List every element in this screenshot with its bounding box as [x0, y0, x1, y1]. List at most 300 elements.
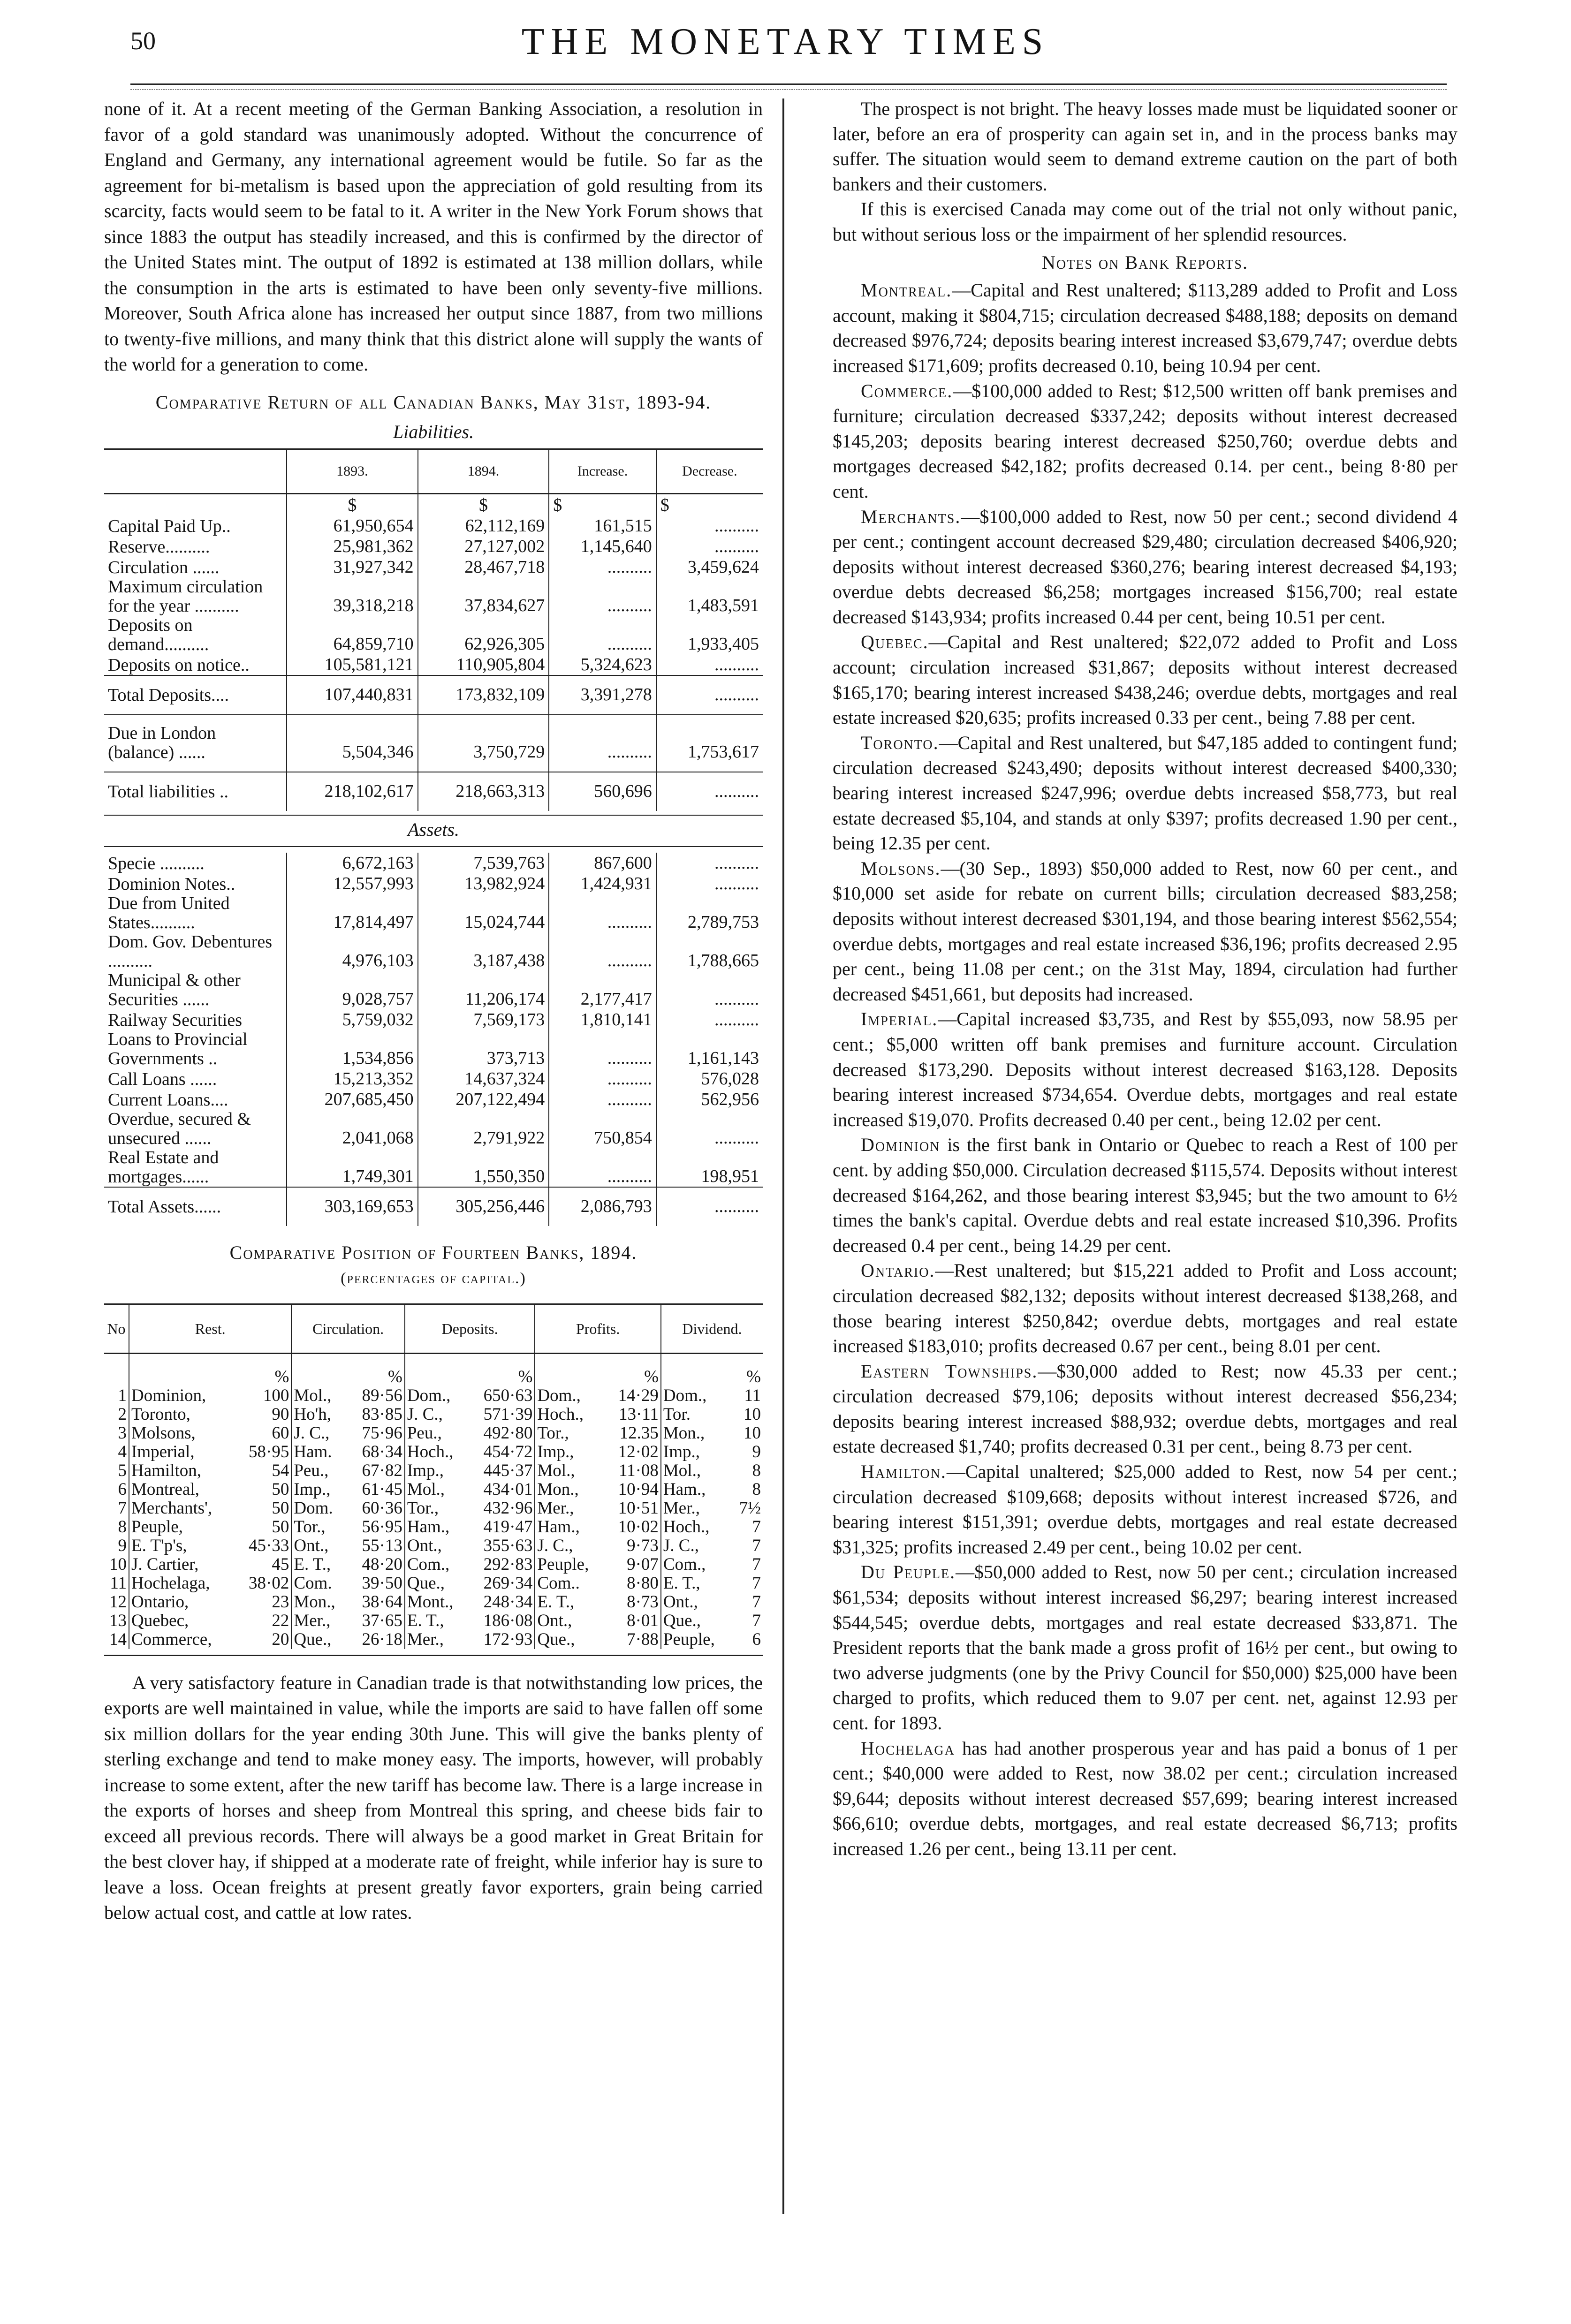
cell-prof: Que., — [535, 1630, 605, 1649]
cell-rest_v: 45 — [272, 1554, 289, 1574]
cell-label: Reserve.......... — [108, 537, 210, 557]
cell-circ: E. T., — [291, 1555, 349, 1574]
cell-rest_v: 50 — [272, 1498, 289, 1518]
cell-no: 1 — [118, 1385, 127, 1405]
cell-dec: .......... — [656, 515, 763, 536]
cell-no: 10 — [109, 1554, 127, 1574]
cell-rest: Toronto, — [129, 1405, 235, 1424]
bank-note — [833, 1359, 1457, 1459]
cell-dep: Mol., — [405, 1480, 468, 1499]
cell-dep_v: 434·01 — [483, 1479, 533, 1499]
cell-div: Que., — [661, 1612, 731, 1630]
cell-v1893: 107,440,831 — [287, 675, 418, 715]
table-row — [104, 1443, 763, 1461]
cell-v1893: 25,981,362 — [287, 536, 418, 557]
cell-label: Due from United States.......... — [108, 893, 230, 932]
cell-prof_v: 11·08 — [618, 1461, 659, 1480]
table-row — [104, 1537, 763, 1555]
table-row — [104, 1630, 763, 1649]
table-row — [104, 1480, 763, 1499]
table-row — [104, 873, 763, 894]
cell-circ: Ho'h, — [291, 1405, 349, 1424]
cell-inc: .......... — [549, 616, 656, 654]
cell-v1894: 2,791,922 — [418, 1110, 549, 1148]
cell-dep_v: 571·39 — [483, 1404, 533, 1424]
canada-paragraph: If this is exercised Canada may come out of the trial not only without panic, but without serious loss or the impairment of her splendid resources. — [833, 198, 1457, 245]
cell-inc: .......... — [549, 577, 656, 616]
cell-prof: Ont., — [535, 1612, 605, 1630]
cell-dep: Tor., — [405, 1499, 468, 1518]
cell-label: Deposits on notice.. — [108, 655, 250, 675]
cell-prof: J. C., — [535, 1537, 605, 1555]
cell-inc: .......... — [549, 1030, 656, 1068]
cell-label: Dominion Notes.. — [108, 874, 235, 894]
bank-name: Hochelaga — [861, 1737, 955, 1759]
intro-paragraph: none of it. At a recent meeting of the German Banking Association, a resolution in favor of a gold standard was unanimously adopted. Without the concurrence of England and Germany, any international agreement would be futile. So far as the agreement for bi-metalism is based upon the appreciation of gold resulting from its scarcity, facts would seem to be fatal to it. A writer in the New York Forum shows that since 1883 the output has steadily increased, and this is confirmed by the director of the United States mint. The output of 1892 is estimated at 138 million dollars, while the consumption in the arts is estimated to have been only seventy-five millions. Moreover, South Africa alone has increased her output since 1887, from two millions to twenty-five millions, and many think that this district alone will supply the wants of the world for a generation to come. — [104, 98, 763, 375]
cell-rest: Hamilton, — [129, 1461, 235, 1480]
bank-name: Quebec. — [861, 631, 929, 653]
table-row — [104, 1555, 763, 1574]
table-row — [104, 577, 763, 616]
cell-dec: 562,956 — [656, 1089, 763, 1110]
cell-inc: 161,515 — [549, 515, 656, 536]
cell-v1893: 61,950,654 — [287, 515, 418, 536]
left-column — [104, 96, 763, 1926]
table-row — [104, 853, 763, 873]
cell-rest: Imperial, — [129, 1443, 235, 1461]
return-table-title: Comparative Return of all Canadian Banks, May 31st, 1893-94. — [155, 391, 712, 413]
cell-label: Total Assets...... — [104, 1187, 287, 1226]
bank-note-text: —Rest unaltered; but $15,221 added to Profit and Loss account; circulation decreased $82,132; deposits without interest decreased $138,268, and those bearing interest $250,842; overdue debts, mortgages and real estate increased $183,010; profits decreased 0.67 per cent., being 8.01 per cent. — [833, 1260, 1457, 1357]
cell-dep_v: 454·72 — [483, 1442, 533, 1461]
cell-prof_v: 9·07 — [627, 1554, 659, 1574]
journal-title: THE MONETARY TIMES — [521, 21, 1050, 62]
table-header-row — [104, 449, 763, 494]
cell-no: 11 — [110, 1573, 127, 1593]
cell-dep_v: 445·37 — [483, 1461, 533, 1480]
cell-v1894: 62,926,305 — [418, 616, 549, 654]
cell-v1893: 4,976,103 — [287, 932, 418, 971]
table-row — [104, 772, 763, 811]
cell-circ: J. C., — [291, 1424, 349, 1443]
cell-prof: Dom., — [535, 1386, 605, 1405]
cell-rest: Hochelaga, — [129, 1574, 235, 1593]
cell-label: Deposits on demand.......... — [108, 615, 209, 654]
cell-dep: Imp., — [405, 1461, 468, 1480]
table-row — [104, 932, 763, 971]
cell-circ_v: 68·34 — [362, 1442, 402, 1461]
bank-note — [833, 1559, 1457, 1735]
cell-div_v: 7 — [752, 1592, 761, 1612]
cell-prof: E. T., — [535, 1593, 605, 1612]
cell-dec: 3,459,624 — [656, 557, 763, 577]
cell-dep_v: 650·63 — [483, 1385, 533, 1405]
cell-no: 8 — [118, 1517, 127, 1537]
cell-label: Due in London (balance) ...... — [104, 715, 287, 772]
cell-prof_v: 8·01 — [627, 1611, 659, 1630]
cell-no: 5 — [118, 1461, 127, 1480]
cell-inc: 2,086,793 — [549, 1187, 656, 1226]
prospect-paragraph: The prospect is not bright. The heavy losses made must be liquidated sooner or later, before an era of prosperity can again set in, and in the process banks may suffer. The situation would seem to demand extreme caution on the part of both bankers and their customers. — [833, 98, 1457, 195]
currency-inc: $ — [549, 494, 656, 516]
position-table-title: Comparative Position of Fourteen Banks, 1894. — [229, 1242, 638, 1263]
table-header-decrease: Decrease. — [656, 449, 763, 494]
cell-prof_v: 10·02 — [618, 1517, 659, 1537]
cell-dep_v: 248·34 — [483, 1592, 533, 1612]
bank-note — [833, 1007, 1457, 1132]
trade-paragraph: A very satisfactory feature in Canadian trade is that notwithstanding low prices, the exports are well maintained in value, while the imports are said to have fallen off some six million dollars for the year ending 30th June. This will give the banks plenty of sterling exchange and tend to make money easy. The imports, however, will probably increase to some extent, after the new tariff has become law. There is a large increase in the exports of horses and sheep from Montreal this spring, and cheese bids fair to exceed all previous records. There will always be a good market in Great Britain for the best clover hay, if shipped at a moderate rate of freight, while inferior hay is sure to leave a loss. Ocean freights at present greatly favor exporters, grain being carried below actual cost, and cattle at low rates. — [104, 1672, 763, 1923]
cell-inc: 750,854 — [549, 1110, 656, 1148]
cell-div_v: 7 — [752, 1573, 761, 1593]
bank-note — [833, 504, 1457, 630]
cell-v1893: 5,759,032 — [287, 1009, 418, 1030]
cell-dec: .......... — [656, 873, 763, 894]
cell-circ_v: 60·36 — [362, 1498, 402, 1518]
cell-inc: .......... — [549, 932, 656, 971]
cell-rest: Ontario, — [129, 1593, 235, 1612]
cell-dep: Peu., — [405, 1424, 468, 1443]
cell-inc: 867,600 — [549, 853, 656, 873]
cell-dep: E. T., — [405, 1612, 468, 1630]
cell-label: Municipal & other Securities ...... — [108, 970, 241, 1009]
currency-1893: $ — [287, 494, 418, 516]
cell-v1894: 305,256,446 — [418, 1187, 549, 1226]
cell-rest_v: 20 — [272, 1629, 289, 1649]
position-table-subtitle: (percentages of capital.) — [341, 1269, 526, 1287]
cell-dep_v: 172·93 — [483, 1629, 533, 1649]
cell-v1893: 1,534,856 — [287, 1030, 418, 1068]
cell-v1893: 17,814,497 — [287, 894, 418, 932]
currency-dec: $ — [656, 494, 763, 516]
cell-div_v: 7½ — [739, 1498, 761, 1518]
bank-note — [833, 1459, 1457, 1559]
cell-div_v: 11 — [744, 1385, 761, 1405]
cell-prof: Imp., — [535, 1443, 605, 1461]
cell-prof_v: 8·73 — [627, 1592, 659, 1612]
cell-circ: Ont., — [291, 1537, 349, 1555]
bank-name: Montreal. — [861, 280, 952, 301]
pct-mark: % — [746, 1367, 761, 1386]
cell-circ_v: 89·56 — [362, 1385, 402, 1405]
bank-name: Hamilton. — [861, 1461, 947, 1483]
liabilities-heading: Liabilities. — [393, 421, 474, 442]
cell-dec: .......... — [656, 971, 763, 1009]
table-header-1894: 1894. — [418, 449, 549, 494]
cell-label: Capital Paid Up.. — [108, 516, 231, 536]
bank-name: Eastern Townships. — [861, 1360, 1038, 1382]
cell-dep: Ham., — [405, 1518, 468, 1537]
bank-note-text: —$100,000 added to Rest, now 50 per cent.; second dividend 4 per cent.; contingent account decreased $29,480; circulation decreased $406,920; deposits without interest decreased $360,276; bearing interest decreased $4,193; overdue debts decreased $6,258; mortgages increased $156,700; real estate decreased $143,934; profits increased 0.44 per cent, being 10.51 per cent. — [833, 506, 1457, 628]
return-table-assets — [104, 853, 763, 1226]
position-header-dividend: Dividend. — [661, 1304, 763, 1354]
cell-circ_v: 55·13 — [362, 1536, 402, 1555]
bank-name: Molsons. — [861, 857, 941, 879]
cell-circ_v: 83·85 — [362, 1404, 402, 1424]
position-header-rest: Rest. — [129, 1304, 291, 1354]
bank-name: Merchants. — [861, 506, 961, 527]
cell-prof_v: 9·73 — [627, 1536, 659, 1555]
return-table-liabilities — [104, 448, 763, 811]
cell-div: Mol., — [661, 1461, 731, 1480]
cell-v1894: 62,112,169 — [418, 515, 549, 536]
bank-note — [833, 278, 1457, 378]
table-row — [104, 536, 763, 557]
cell-dep_v: 492·80 — [483, 1423, 533, 1443]
cell-rest: J. Cartier, — [129, 1555, 235, 1574]
cell-v1894: 218,663,313 — [418, 772, 549, 811]
cell-rest_v: 58·95 — [249, 1442, 289, 1461]
bank-name: Imperial. — [861, 1008, 938, 1030]
bank-note — [833, 629, 1457, 730]
cell-div: J. C., — [661, 1537, 731, 1555]
cell-dep_v: 419·47 — [483, 1517, 533, 1537]
cell-inc: 1,145,640 — [549, 536, 656, 557]
table-header-blank — [104, 449, 287, 494]
cell-div_v: 7 — [752, 1554, 761, 1574]
cell-label: Overdue, secured & unsecured ...... — [108, 1109, 251, 1148]
cell-circ: Dom. — [291, 1499, 349, 1518]
cell-inc: 1,810,141 — [549, 1009, 656, 1030]
cell-circ: Que., — [291, 1630, 349, 1649]
bank-name: Du Peuple. — [861, 1561, 956, 1583]
cell-dec: 1,753,617 — [656, 715, 763, 772]
cell-circ_v: 67·82 — [362, 1461, 402, 1480]
cell-dec: 1,933,405 — [656, 616, 763, 654]
cell-inc: 5,324,623 — [549, 654, 656, 675]
cell-rest: Merchants', — [129, 1499, 235, 1518]
cell-label: Railway Securities — [108, 1010, 242, 1030]
cell-div: Peuple, — [661, 1630, 731, 1649]
position-header-deposits: Deposits. — [405, 1304, 535, 1354]
table-row — [104, 1518, 763, 1537]
cell-v1894: 15,024,744 — [418, 894, 549, 932]
cell-div_v: 6 — [752, 1629, 761, 1649]
cell-rest_v: 38·02 — [249, 1573, 289, 1593]
cell-label: Call Loans ...... — [108, 1069, 217, 1089]
cell-div_v: 8 — [752, 1479, 761, 1499]
pct-mark: % — [644, 1367, 659, 1386]
header-rule — [130, 83, 1447, 85]
cell-div: Ont., — [661, 1593, 731, 1612]
assets-body — [104, 853, 763, 1226]
table-row — [104, 1148, 763, 1187]
bank-name: Dominion — [861, 1134, 941, 1156]
cell-label: Total liabilities .. — [104, 772, 287, 811]
cell-circ: Com. — [291, 1574, 349, 1593]
cell-circ: Imp., — [291, 1480, 349, 1499]
cell-prof_v: 13·11 — [618, 1404, 659, 1424]
cell-prof: Tor., — [535, 1424, 605, 1443]
bank-note-text: has had another prosperous year and has paid a bonus of 1 per cent.; $40,000 were added to Rest, now 38.02 per cent.; circulation increased $9,644; deposits without interest decreased $57,699; bearing interest increased $66,610; overdue debts, mortgages, and real estate decreased $6,713; profits increased 1.26 per cent., being 13.11 per cent. — [833, 1737, 1457, 1859]
bank-note-text: —$50,000 added to Rest, now 50 per cent.; circulation increased $61,534; deposits without interest increased $6,297; bearing interest increased $544,545; overdue debts, mortgages and real estate decreased $33,871. The President reports that the bank made a gross profit of 16½ per cent., but owing to two adverse judgments (one by the Privy Council for $50,000) $25,000 have been charged to profits, which reduced them to 9.07 per cent. net, against 12.93 per cent. for 1893. — [833, 1561, 1457, 1734]
cell-no: 13 — [109, 1611, 127, 1630]
cell-rest_v: 60 — [272, 1423, 289, 1443]
cell-inc: 1,424,931 — [549, 873, 656, 894]
header-rule-thin — [130, 89, 1447, 90]
cell-dep: Mer., — [405, 1630, 468, 1649]
table-row — [104, 1068, 763, 1089]
cell-circ_v: 37·65 — [362, 1611, 402, 1630]
cell-dec: .......... — [656, 1110, 763, 1148]
cell-circ_v: 26·18 — [362, 1629, 402, 1649]
cell-inc: .......... — [549, 894, 656, 932]
cell-prof_v: 12·02 — [618, 1442, 659, 1461]
cell-v1893: 15,213,352 — [287, 1068, 418, 1089]
cell-div: Mer., — [661, 1499, 731, 1518]
cell-inc: .......... — [549, 715, 656, 772]
cell-circ_v: 48·20 — [362, 1554, 402, 1574]
cell-div: E. T., — [661, 1574, 731, 1593]
cell-dec: .......... — [656, 1009, 763, 1030]
cell-label: Dom. Gov. Debentures .......... — [108, 932, 273, 971]
cell-no: 3 — [118, 1423, 127, 1443]
cell-div_v: 7 — [752, 1611, 761, 1630]
bank-note-text: —Capital and Rest unaltered; $22,072 added to Profit and Loss account; circulation increased $31,867; deposits without interest decreased $165,170; bearing interest increased $438,246; overdue debts, mortgages and real estate increased $20,635; profits increased 0.33 per cent., being 7.88 per cent. — [833, 631, 1457, 728]
bank-note-text: —(30 Sep., 1893) $50,000 added to Rest, now 60 per cent., and $10,000 set aside for rebate on current bills; circulation decreased $83,258; deposits without interest decreased $301,194, and those bearing interest $562,554; overdue debts, mortgages and real estate increased $36,196; profits decreased 2.95 per cent., being 11.08 per cent.; on the 31st May, 1894, circulation had further decreased $451,661, but deposits had increased. — [833, 857, 1457, 1005]
cell-inc: .......... — [549, 557, 656, 577]
cell-dec: 1,788,665 — [656, 932, 763, 971]
cell-dec: .......... — [656, 1187, 763, 1226]
cell-dep_v: 432·96 — [483, 1498, 533, 1518]
cell-label: Total Deposits.... — [104, 675, 287, 715]
cell-dec: 1,483,591 — [656, 577, 763, 616]
bank-note-text: —Capital unaltered; $25,000 added to Rest, now 54 per cent.; circulation decreased $109,668; deposits without interest increased $726, and bearing interest $151,391; overdue debts, mortgages and real estate decreased $31,325; profits increased 2.49 per cent., being 10.02 per cent. — [833, 1461, 1457, 1558]
pct-mark: % — [388, 1367, 402, 1386]
cell-div_v: 9 — [752, 1442, 761, 1461]
cell-prof: Mon., — [535, 1480, 605, 1499]
table-row — [104, 1030, 763, 1068]
cell-dep_v: 355·63 — [483, 1536, 533, 1555]
cell-dec: .......... — [656, 853, 763, 873]
cell-dep: Com., — [405, 1555, 468, 1574]
cell-prof: Mer., — [535, 1499, 605, 1518]
table-row — [104, 1009, 763, 1030]
cell-v1894: 7,539,763 — [418, 853, 549, 873]
cell-rest: Montreal, — [129, 1480, 235, 1499]
cell-div: Hoch., — [661, 1518, 731, 1537]
cell-dep_v: 186·08 — [483, 1611, 533, 1630]
table-row — [104, 1405, 763, 1424]
cell-rest_v: 50 — [272, 1479, 289, 1499]
table-header-increase: Increase. — [549, 449, 656, 494]
cell-no: 2 — [118, 1404, 127, 1424]
cell-label: Current Loans.... — [108, 1090, 228, 1110]
table-header-1893: 1893. — [287, 449, 418, 494]
cell-v1894: 110,905,804 — [418, 654, 549, 675]
cell-v1894: 11,206,174 — [418, 971, 549, 1009]
table-row — [104, 1612, 763, 1630]
cell-div: Com., — [661, 1555, 731, 1574]
table-row — [104, 971, 763, 1009]
bank-name: Ontario. — [861, 1260, 935, 1281]
cell-v1893: 39,318,218 — [287, 577, 418, 616]
cell-circ: Peu., — [291, 1461, 349, 1480]
cell-dec: .......... — [656, 536, 763, 557]
cell-circ_v: 39·50 — [362, 1573, 402, 1593]
cell-inc: 3,391,278 — [549, 675, 656, 715]
cell-inc: 560,696 — [549, 772, 656, 811]
position-pct-row — [104, 1354, 763, 1386]
position-header-profits: Profits. — [535, 1304, 660, 1354]
table-row — [104, 515, 763, 536]
cell-rest: Molsons, — [129, 1424, 235, 1443]
cell-circ: Mer., — [291, 1612, 349, 1630]
position-body — [104, 1386, 763, 1649]
cell-v1894: 7,569,173 — [418, 1009, 549, 1030]
cell-dec: .......... — [656, 675, 763, 715]
cell-label: Circulation ...... — [108, 558, 220, 577]
bank-note-text: —$30,000 added to Rest; now 45.33 per cent.; circulation decreased $79,106; deposits without interest decreased $56,234; deposits bearing interest increased $88,932; overdue debts, mortgages and real estate decreased $1,740; profits decreased 0.31 per cent., being 8.73 per cent. — [833, 1360, 1458, 1457]
cell-circ: Ham. — [291, 1443, 349, 1461]
cell-v1894: 3,187,438 — [418, 932, 549, 971]
cell-v1893: 31,927,342 — [287, 557, 418, 577]
cell-dep: J. C., — [405, 1405, 468, 1424]
cell-div: Tor. — [661, 1405, 731, 1424]
table-row — [104, 1461, 763, 1480]
cell-v1894: 27,127,002 — [418, 536, 549, 557]
cell-rest_v: 54 — [272, 1461, 289, 1480]
cell-prof_v: 8·80 — [627, 1573, 659, 1593]
cell-no: 14 — [109, 1629, 127, 1649]
table-row — [104, 1187, 763, 1226]
cell-label: Specie .......... — [108, 854, 205, 873]
cell-inc: .......... — [549, 1068, 656, 1089]
currency-row — [104, 494, 763, 516]
bank-note-text: —$100,000 added to Rest; $12,500 written off bank premises and furniture; circulation decreased $337,242; deposits without interest decreased $145,203; deposits bearing interest decreased $250,760; overdue debts and mortgages decreased $42,182; profits decreased 0.14. per cent., being 8·80 per cent. — [833, 380, 1457, 502]
cell-v1894: 373,713 — [418, 1030, 549, 1068]
cell-rest_v: 100 — [263, 1385, 289, 1405]
position-header-no: No — [104, 1304, 129, 1354]
cell-no: 7 — [118, 1498, 127, 1518]
cell-div: Imp., — [661, 1443, 731, 1461]
cell-v1894: 13,982,924 — [418, 873, 549, 894]
cell-v1894: 3,750,729 — [418, 715, 549, 772]
cell-div_v: 8 — [752, 1461, 761, 1480]
cell-circ_v: 56·95 — [362, 1517, 402, 1537]
cell-prof_v: 10·51 — [618, 1498, 659, 1518]
bank-note — [833, 1132, 1457, 1258]
cell-inc: .......... — [549, 1148, 656, 1187]
cell-dep: Que., — [405, 1574, 468, 1593]
currency-1894: $ — [418, 494, 549, 516]
cell-rest: E. T'p's, — [129, 1537, 235, 1555]
cell-rest: Commerce, — [129, 1630, 235, 1649]
cell-div: Dom., — [661, 1386, 731, 1405]
cell-v1894: 28,467,718 — [418, 557, 549, 577]
cell-dec: 576,028 — [656, 1068, 763, 1089]
position-header-row — [104, 1304, 763, 1354]
bank-note-text: is the first bank in Ontario or Quebec to reach a Rest of 100 per cent. by adding $50,000. Circulation decreased $115,574. Deposits without interest decreased $164,262, and those bearing interest $3,945; but the two amount to 6½ times the bank's capital. Overdue debts and real estate increased $10,396. Profits decreased 0.4 per cent., being 14.29 per cent. — [833, 1134, 1457, 1256]
bank-note — [833, 379, 1457, 504]
cell-dec: .......... — [656, 654, 763, 675]
cell-rest: Quebec, — [129, 1612, 235, 1630]
cell-div_v: 7 — [752, 1517, 761, 1537]
table-row — [104, 1386, 763, 1405]
cell-v1893: 105,581,121 — [287, 654, 418, 675]
table-row — [104, 1424, 763, 1443]
pct-mark: % — [518, 1367, 533, 1386]
cell-circ: Mol., — [291, 1386, 349, 1405]
cell-v1893: 5,504,346 — [287, 715, 418, 772]
table-row — [104, 894, 763, 932]
right-column — [833, 96, 1457, 1862]
cell-prof_v: 14·29 — [618, 1385, 659, 1405]
table-row — [104, 1499, 763, 1518]
page-header — [0, 0, 1571, 108]
cell-v1893: 207,685,450 — [287, 1089, 418, 1110]
cell-prof: Mol., — [535, 1461, 605, 1480]
cell-label: Maximum circulation for the year .......... — [108, 577, 263, 616]
